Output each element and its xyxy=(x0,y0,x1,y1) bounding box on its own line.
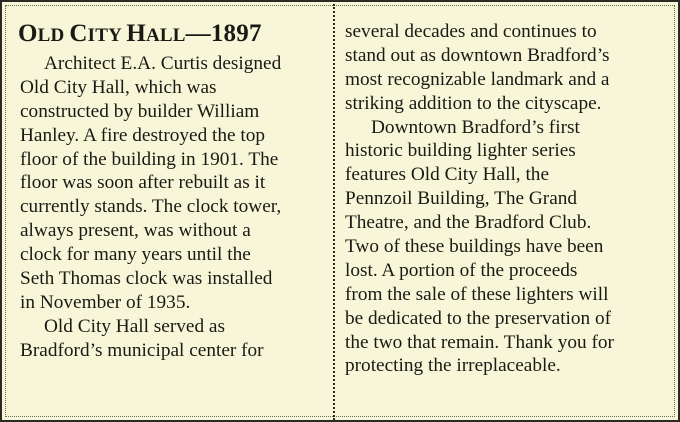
title-year: —1897 xyxy=(185,20,262,47)
text-line: in November of 1935. xyxy=(20,291,191,313)
text-line: striking addition to the cityscape. xyxy=(345,92,602,114)
text-line: features Old City Hall, the xyxy=(345,164,550,186)
title-initial-h: H xyxy=(126,20,146,47)
text-line: Old City Hall, which was xyxy=(20,76,217,98)
text-line: Architect E.A. Curtis designed xyxy=(44,53,282,74)
title-initial-o: O xyxy=(18,20,38,47)
title-initial-c: C xyxy=(69,20,88,47)
text-line: always present, was without a xyxy=(20,220,251,242)
text-line: constructed by builder William xyxy=(20,100,260,122)
text-line: lost. A portion of the proceeds xyxy=(345,259,578,281)
text-line: several decades and continues to xyxy=(345,21,597,42)
text-line: Hanley. A fire destroyed the top xyxy=(20,124,266,146)
left-column xyxy=(20,52,328,363)
text-line: floor was soon after rebuilt as it xyxy=(20,172,266,194)
title-word-old: LD xyxy=(37,25,70,46)
text-line: Seth Thomas clock was installed xyxy=(20,268,273,290)
text-line: stand out as downtown Bradford’s xyxy=(345,44,610,66)
text-line: Pennzoil Building, The Grand xyxy=(345,188,578,210)
text-line: floor of the building in 1901. The xyxy=(20,148,279,170)
text-line: from the sale of these lighters will xyxy=(345,283,609,305)
text-line: most recognizable landmark and a xyxy=(345,68,610,90)
text-line: Two of these buildings have been xyxy=(345,236,604,258)
text-line: protecting the irreplaceable. xyxy=(345,355,561,377)
text-line: historic building lighter series xyxy=(345,140,576,162)
text-line: Old City Hall served as xyxy=(44,315,225,337)
text-line: clock for many years until the xyxy=(20,244,251,266)
text-line: be dedicated to the preservation of xyxy=(345,307,612,329)
title-word-city: ITY xyxy=(87,25,127,46)
text-line: Bradford’s municipal center for xyxy=(20,339,264,361)
text-line: currently stands. The clock tower, xyxy=(20,196,282,218)
column-divider xyxy=(333,4,337,420)
text-line: Theatre, and the Bradford Club. xyxy=(345,212,592,234)
text-line: Downtown Bradford’s first xyxy=(371,116,580,138)
right-column xyxy=(345,20,675,378)
text-line: the two that remain. Thank you for xyxy=(345,331,614,353)
title-word-hall: ALL xyxy=(145,25,186,46)
article-title xyxy=(18,19,262,51)
